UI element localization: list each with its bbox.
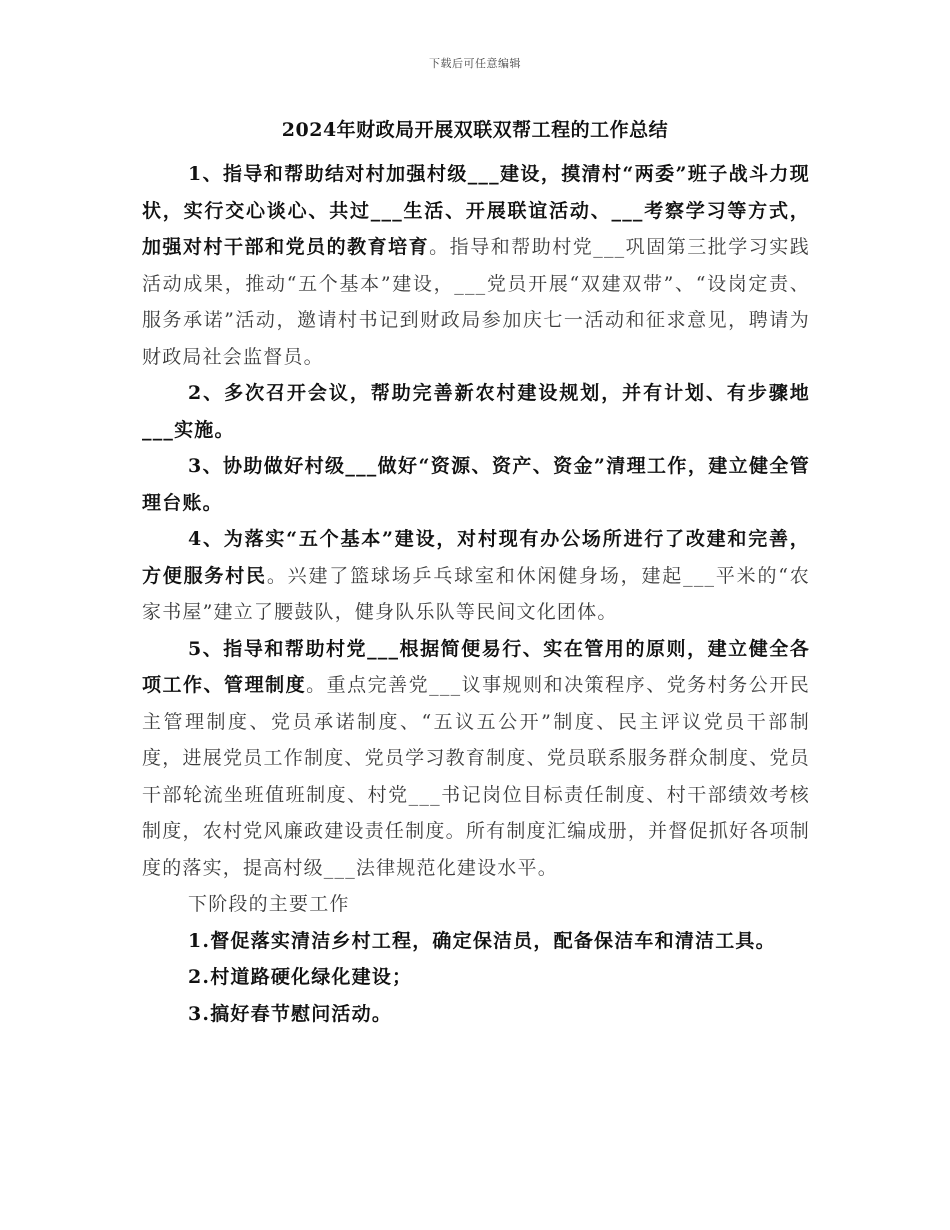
paragraph-1-bold: 1、指导和帮助结对村加强村级___建设，摸清村“两委”班子战斗力现状，实行交心谈心、共过___生活、开展联谊活动、___考察学习等方式，加强对村干部和党员的教育培育 xyxy=(142,163,810,258)
paragraph-5 xyxy=(142,631,810,887)
paragraph-2 xyxy=(142,375,810,448)
paragraph-1 xyxy=(142,156,810,375)
header-note: 下载后可任意编辑 xyxy=(429,57,521,70)
next-section-heading: 下阶段的主要工作 xyxy=(188,893,350,915)
task-item-1: 1.督促落实清洁乡村工程，确定保洁员，配备保洁车和清洁工具。 xyxy=(188,929,776,952)
paragraph-4-bold: 4、为落实“五个基本”建设，对村现有办公场所进行了改建和完善，方便服务村民 xyxy=(142,528,810,587)
document-body xyxy=(142,156,810,1032)
task-item-2: 2.村道路硬化绿化建设； xyxy=(188,966,413,988)
paragraph-3 xyxy=(142,448,810,521)
paragraph-4-normal: 。兴建了篮球场乒乓球室和休闲健身场，建起___平米的“农家书屋”建立了腰鼓队，健身队乐队等民间文化团体。 xyxy=(142,564,810,623)
paragraph-3-bold: 3、协助做好村级___做好“资源、资产、资金”清理工作，建立健全管理台账。 xyxy=(142,455,810,514)
paragraph-4 xyxy=(142,521,810,631)
paragraph-5-normal: 。重点完善党___议事规则和决策程序、党务村务公开民主管理制度、党员承诺制度、“五议五公开”制度、民主评议党员干部制度，进展党员工作制度、党员学习教育制度、党员联系服务群众制度、党员干部轮流坐班值班制度、村党___书记岗位目标责任制度、村干部绩效考核制度，农村党风廉政建设责任制度。所有制度汇编成册，并督促抓好各项制度的落实，提高村级___法律规范化建设水平。 xyxy=(142,674,810,879)
task-item-3: 3.搞好春节慰问活动。 xyxy=(188,1002,393,1025)
paragraph-5-bold: 5、指导和帮助村党___根据简便易行、实在管用的原则，建立健全各项工作、管理制度 xyxy=(142,637,810,696)
paragraph-1-normal: 。指导和帮助村党___巩固第三批学习实践活动成果，推动“五个基本”建设，___党员开展“双建双带”、“设岗定责、服务承诺”活动，邀请村书记到财政局参加庆七一活动和征求意见，聘请为财政局社会监督员。 xyxy=(142,236,810,368)
paragraph-2-bold: 2、多次召开会议，帮助完善新农村建设规划，并有计划、有步骤地___实施。 xyxy=(142,382,810,441)
document-title: 2024年财政局开展双联双帮工程的工作总结 xyxy=(281,119,669,141)
